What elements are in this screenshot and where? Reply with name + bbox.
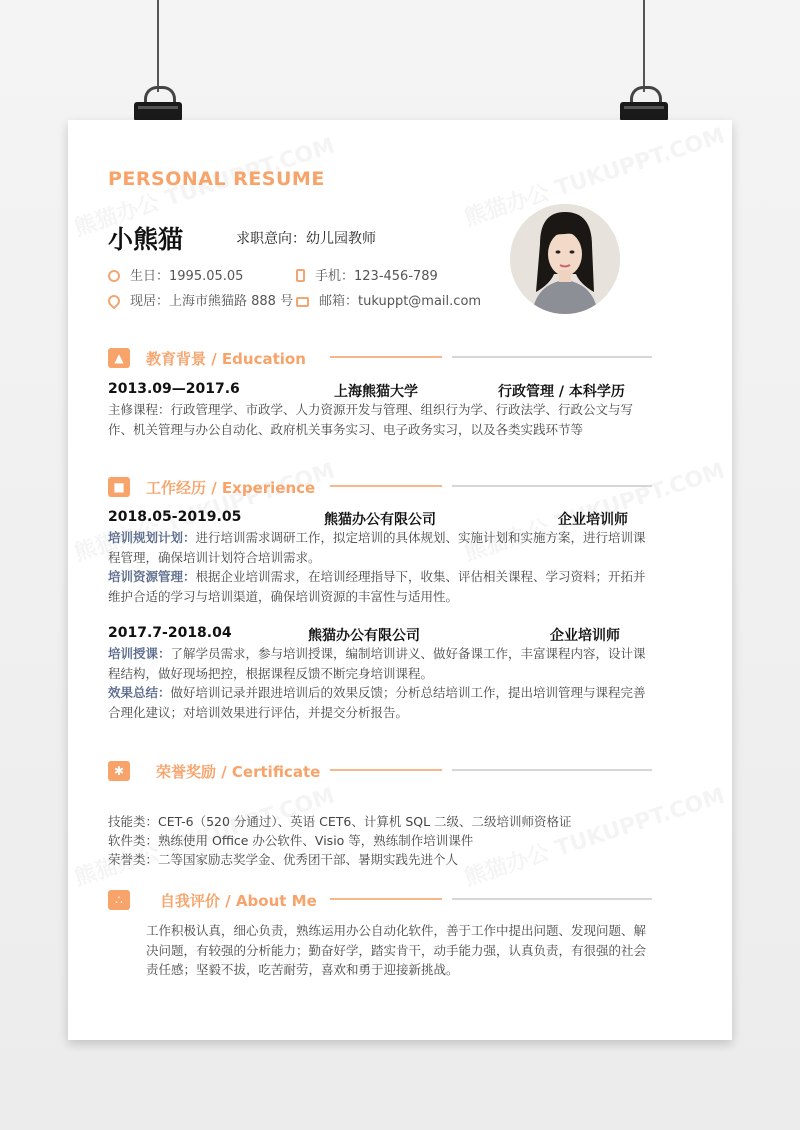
job-company: 熊猫办公有限公司 — [324, 512, 436, 528]
job-duty — [108, 528, 658, 567]
resume-paper — [68, 120, 732, 1040]
hanging-wire-right — [643, 0, 645, 92]
about-text: 工作积极认真，细心负责，熟练运用办公自动化软件，善于工作中提出问题、发现问题、解决问题，有较强的分析能力；勤奋好学，踏实肯干，动手能力强，认真负责，有很强的社会责任感；坚毅不拔，吃苦耐劳，喜欢和勇于迎接新挑战。 — [146, 923, 647, 977]
clock-icon — [108, 270, 120, 282]
certificate-line: 荣誉类：二等国家励志奖学金、优秀团干部、暑期实践先进个人 — [108, 852, 459, 867]
resume-title: PERSONAL RESUME — [108, 168, 325, 190]
address-info: 现居：上海市熊猫路 888 号 — [108, 290, 293, 309]
certificate-line: 技能类：CET-6（520 分通过）、英语 CET6、计算机 SQL 二级、二级培训师资格证 — [108, 814, 572, 829]
phone-icon — [296, 269, 305, 282]
job-intent: 求职意向：幼儿园教师 — [236, 231, 376, 247]
job-duty — [108, 683, 658, 722]
hanging-wire-left — [157, 0, 159, 92]
duty-label: 培训规划计划： — [108, 530, 196, 545]
education-courses: 主修课程：行政管理学、市政学、人力资源开发与管理、组织行为学、行政法学、行政公文与写作、机关管理与办公自动化、政府机关事务实习、电子政务实习，以及各类实践环节等 — [108, 402, 634, 437]
job-duty — [108, 644, 658, 683]
job-duty — [108, 567, 658, 606]
dots-icon: ∴ — [108, 890, 130, 910]
section-divider — [330, 356, 442, 358]
job-period: 2018.05-2019.05 — [108, 509, 242, 525]
location-pin-icon — [106, 293, 123, 310]
briefcase-icon: ■ — [108, 477, 130, 497]
experience-title: 工作经历 / Experience — [146, 479, 316, 497]
avatar — [510, 204, 620, 314]
section-divider — [330, 485, 442, 487]
job-company: 熊猫办公有限公司 — [308, 628, 420, 644]
education-period: 2013.09—2017.6 — [108, 381, 240, 397]
section-divider — [330, 769, 442, 771]
job-role: 企业培训师 — [550, 628, 620, 644]
phone-info: 手机：123-456-789 — [296, 265, 438, 284]
mail-icon — [296, 297, 309, 307]
certificate-line: 软件类：熟练使用 Office 办公软件、Visio 等，熟练制作培训课件 — [108, 833, 474, 848]
education-major: 行政管理 / 本科学历 — [498, 384, 625, 400]
duty-text: 根据企业培训需求，在培训经理指导下，收集、评估相关课程、学习资料；开拓并维护合适的学习与培训渠道，确保培训资源的丰富性与适用性。 — [108, 569, 646, 604]
job-period: 2017.7-2018.04 — [108, 625, 232, 641]
education-title: 教育背景 / Education — [146, 350, 306, 368]
duty-label: 效果总结： — [108, 685, 171, 700]
gear-icon: ✱ — [108, 761, 130, 781]
section-divider — [330, 898, 442, 900]
about-title: 自我评价 / About Me — [160, 892, 317, 910]
duty-label: 培训授课： — [108, 646, 171, 661]
section-divider — [452, 356, 652, 358]
email-info: 邮箱：tukuppt@mail.com — [296, 290, 481, 309]
section-divider — [452, 898, 652, 900]
section-divider — [452, 485, 652, 487]
duty-text: 进行培训需求调研工作，拟定培训的具体规划、实施计划和实施方案，进行培训课程管理，确保培训计划符合培训需求。 — [108, 530, 646, 565]
graduation-cap-icon: ▲ — [108, 348, 130, 368]
birth-info: 生日：1995.05.05 — [108, 265, 243, 284]
section-divider — [452, 769, 652, 771]
duty-label: 培训资源管理： — [108, 569, 196, 584]
candidate-name: 小熊猫 — [108, 225, 184, 254]
certificate-title: 荣誉奖励 / Certificate — [156, 763, 321, 781]
job-role: 企业培训师 — [558, 512, 628, 528]
education-school: 上海熊猫大学 — [334, 384, 418, 400]
duty-text: 做好培训记录并跟进培训后的效果反馈；分析总结培训工作，提出培训管理与课程完善合理化建议；对培训效果进行评估，并提交分析报告。 — [108, 685, 646, 720]
duty-text: 了解学员需求，参与培训授课，编制培训讲义、做好备课工作，丰富课程内容，设计课程结构，做好现场把控，根据课程反馈不断完身培训课程。 — [108, 646, 646, 681]
